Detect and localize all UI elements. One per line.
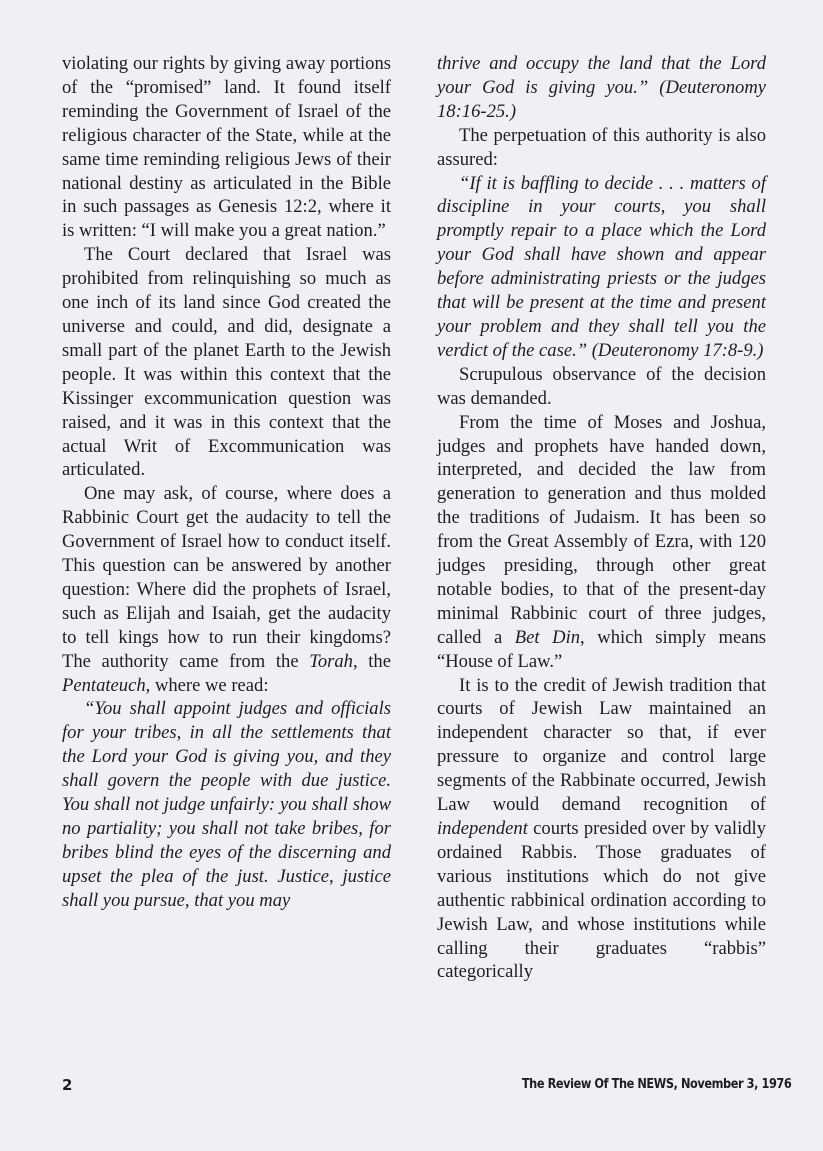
- paragraph-continued: violating our rights by giving away portions of the “promised” land. It found itself reminding the Government of Israel of the religious character of the State, while at the same time reminding religious Jews of their national destiny as articulated in the Bible in such passages as Genesis 12:2, where it is written: “I will make you a great nation.”: [62, 53, 391, 242]
- text-run: , which simply means “House of Law.”: [437, 626, 766, 672]
- page-number: 2: [62, 1076, 73, 1094]
- scripture-quote-judges: [62, 697, 391, 912]
- text-run: From the time of Moses and Joshua, judges and prophets have handed down, interpreted, and decided the law from generation to generation and thus molded the traditions of Judaism. It has been so from the Great Assembly of Ezra, with 120 judges presiding, through other great notable bodies, to that of the present-day minimal Rabbinic court of three judges, called a: [437, 411, 766, 648]
- left-column: [62, 52, 391, 913]
- emphasis-pentateuch: Pentateuch: [62, 674, 146, 696]
- paragraph-court-declared: The Court declared that Israel was prohibited from relinquishing so much as one inch of its land since God created the universe and could, and did, designate a small part of the planet Earth to the Jewish people. It was within this context that the Kissinger excommunication question was raised, and it was in this context that the actual Writ of Excommunication was articulated.: [62, 244, 391, 481]
- quote-text: “If it is baffling to decide . . . matters of discipline in your courts, you shall promptly repair to a place which the Lord your God shall have shown and appear before administrating priests or the judges that will be present at the time and present your problem and they shall tell you the verdict of the case.” (Deuteronomy 17:8-9.): [437, 172, 766, 361]
- quote-text: “You shall appoint judges and officials for your tribes, in all the settlements that the Lord your God is giving you, and they shall govern the people with due justice. You shall not judge unfairly: you shall show no partiality; you shall not take bribes, for bribes blind the eyes of the discerning and upset the plea of the just. Justice, justice shall you pursue, that you may: [62, 698, 391, 911]
- paragraph-perpetuation: The perpetuation of this authority is also assured:: [437, 124, 766, 170]
- paragraph-moses-joshua: [437, 411, 766, 674]
- quote-text: thrive and occupy the land that the Lord your God is giving you.” (Deuteronomy 18:16-25.): [437, 53, 766, 122]
- scripture-quote-continued: [437, 52, 766, 124]
- text-run: One may ask, of course, where does a Rabbinic Court get the audacity to tell the Government of Israel how to conduct itself. This question can be answered by another question: Where did the prophets of Israel, such as Elijah and Isaiah, get the audacity to tell kings how to run their kingdoms? The authority came from the: [62, 483, 391, 672]
- text-run: the: [357, 650, 391, 672]
- text-run: , where we read:: [145, 674, 269, 696]
- paragraph-credit-tradition: [437, 674, 766, 985]
- paragraph-scrupulous: Scrupulous observance of the decision was demanded.: [437, 363, 766, 409]
- text-run: courts presided over by validly ordained Rabbis. Those graduates of various institutions which do not give authentic rabbinical ordination according to Jewish Law, and whose institutions while calling their graduates “rabbis” categorically: [437, 818, 766, 983]
- publication-footer: The Review Of The NEWS, November 3, 1976: [521, 1077, 791, 1092]
- emphasis-torah: Torah,: [309, 650, 358, 672]
- emphasis-independent: independent: [437, 818, 528, 839]
- paragraph-audacity: [62, 482, 391, 697]
- emphasis-bet-din: Bet Din: [514, 626, 581, 648]
- scripture-quote-baffling: [437, 172, 766, 363]
- right-column: [437, 52, 766, 984]
- text-run: It is to the credit of Jewish tradition that courts of Jewish Law maintained an independent character so that, if ever pressure to organize and control large segments of the Rabbinate occurred, Jewish Law would demand recognition of: [437, 674, 766, 816]
